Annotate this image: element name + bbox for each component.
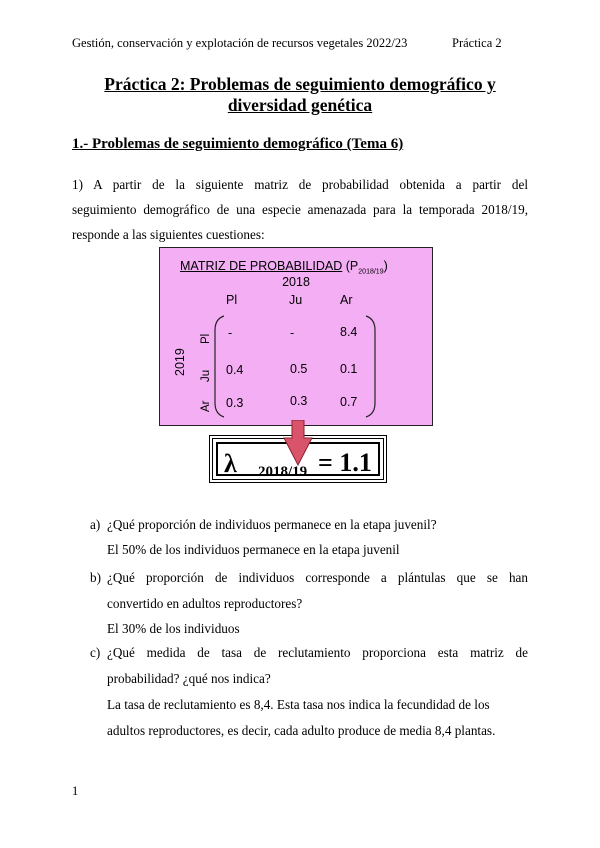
- matrix-row-header-ju: Ju: [200, 369, 212, 382]
- matrix-title-subscript: 2018/19: [358, 268, 384, 276]
- header-practice: Práctica 2: [452, 36, 502, 50]
- question-c-line-2: probabilidad? ¿qué nos indica?: [107, 671, 271, 686]
- lambda-subscript: 2018/19: [258, 464, 308, 480]
- matrix-column-year: 2018: [282, 275, 310, 289]
- answer-a: El 50% de los individuos permanece en la etapa juvenil: [107, 542, 400, 557]
- intro-line-1: 1) A partir de la siguiente matriz de probabilidad obtenida a partir del: [72, 177, 528, 192]
- intro-line-2: seguimiento demográfico de una especie amenazada para la temporada 2018/19,: [72, 202, 528, 217]
- matrix-cell-ar-pl: 0.3: [226, 396, 244, 410]
- question-a: [90, 512, 528, 538]
- question-b: [90, 565, 528, 617]
- intro-line-3: responde a las siguientes cuestiones:: [72, 227, 265, 242]
- question-b-line-1: ¿Qué proporción de individuos corresponde a plántulas que se han: [107, 570, 528, 585]
- question-a-marker: a): [90, 517, 101, 532]
- page-title: [0, 74, 600, 116]
- answer-c-line-2: adultos reproductores, es decir, cada adulto produce de media 8,4 plantas.: [107, 723, 496, 738]
- page-number: 1: [72, 784, 79, 798]
- matrix-col-header-ju: Ju: [289, 293, 303, 307]
- matrix-col-header-pl: Pl: [226, 293, 238, 307]
- matrix-cell-pl-pl: -: [228, 326, 233, 340]
- down-arrow-icon: [283, 420, 313, 470]
- matrix-row-header-ar: Ar: [200, 400, 212, 412]
- matrix-cell-ar-ar: 0.7: [340, 395, 358, 409]
- question-a-line-1: ¿Qué proporción de individuos permanece en la etapa juvenil?: [107, 517, 437, 532]
- answer-c-line-1: La tasa de reclutamiento es 8,4. Esta tasa nos indica la fecundidad de los: [107, 697, 490, 712]
- matrix-row-header-pl: Pl: [200, 333, 212, 344]
- question-b-line-2: convertido en adultos reproductores?: [107, 596, 303, 611]
- question-b-marker: b): [90, 570, 101, 585]
- question-c: [90, 640, 528, 692]
- matrix-col-header-ar: Ar: [340, 293, 353, 307]
- question-c-line-1: ¿Qué medida de tasa de reclutamiento proporciona esta matriz de: [107, 645, 528, 660]
- matrix-cell-pl-ar: 8.4: [340, 325, 358, 339]
- matrix-title-text: MATRIZ DE PROBABILIDAD: [180, 259, 343, 273]
- matrix-title-paren-close: ): [383, 259, 388, 273]
- matrix-cell-pl-ju: -: [290, 326, 295, 340]
- page-title-line-2: diversidad genética: [227, 95, 373, 115]
- lambda-value: = 1.1: [318, 448, 372, 477]
- intro-paragraph: [72, 172, 528, 247]
- answer-b: El 30% de los individuos: [107, 621, 240, 636]
- matrix-cell-ar-ju: 0.3: [290, 394, 308, 408]
- header-course: Gestión, conservación y explotación de recursos vegetales 2022/23: [72, 36, 408, 50]
- matrix-cell-ju-ar: 0.1: [340, 362, 358, 376]
- matrix-title-paren-open: (P: [342, 259, 359, 273]
- matrix-cell-ju-pl: 0.4: [226, 363, 244, 377]
- section-heading: 1.- Problemas de seguimiento demográfico (Tema 6): [72, 136, 404, 152]
- page-title-line-1: Práctica 2: Problemas de seguimiento demográfico y: [104, 74, 496, 94]
- lambda-symbol: λ: [224, 449, 237, 478]
- matrix-cell-ju-ju: 0.5: [290, 362, 308, 376]
- probability-matrix-figure: [159, 247, 433, 426]
- question-c-marker: c): [90, 645, 101, 660]
- matrix-row-year: 2019: [173, 348, 187, 376]
